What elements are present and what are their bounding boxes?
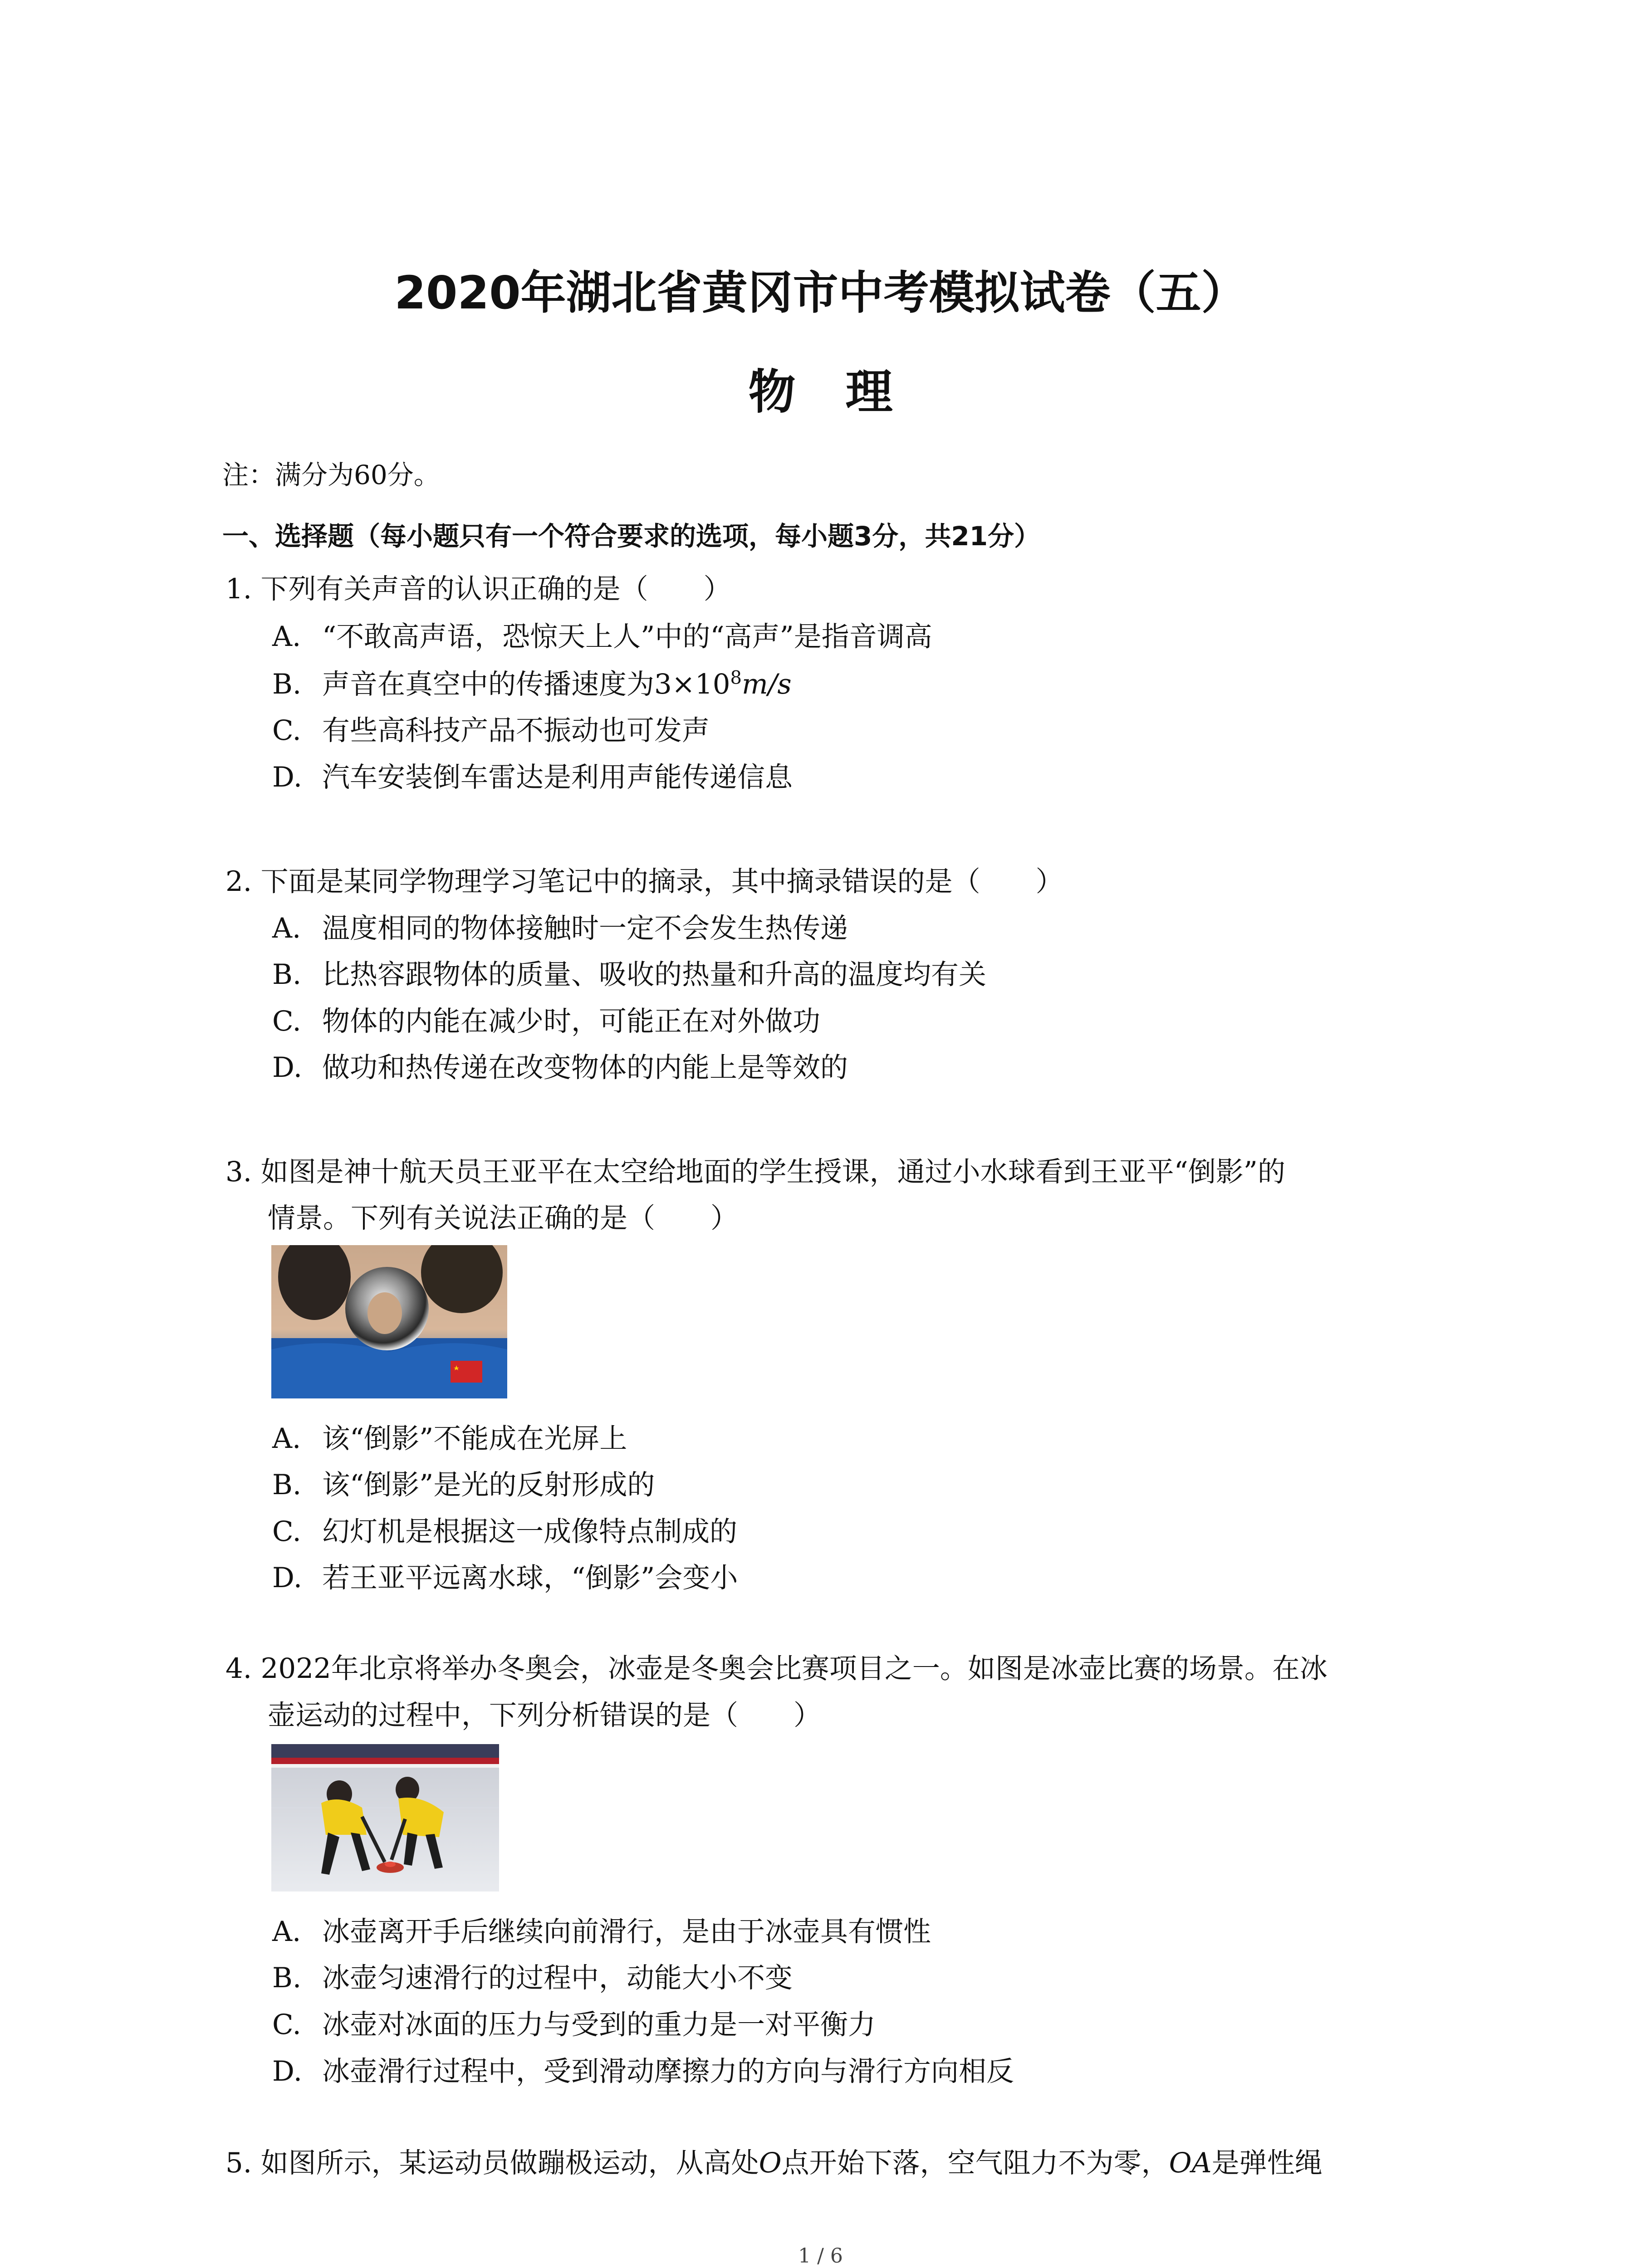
option-letter: C. <box>272 714 301 747</box>
option-text: “不敢高声语，恐惊天上人”中的“高声”是指音调高 <box>322 621 932 653</box>
question-4-option-c <box>272 2003 876 2042</box>
option-text: 冰壶滑行过程中，受到滑动摩擦力的方向与滑行方向相反 <box>322 2055 1014 2087</box>
question-2-option-c <box>272 999 820 1039</box>
option-text: 该“倒影”是光的反射形成的 <box>322 1469 655 1501</box>
question-4-stem-line-2: 壶运动的过程中，下列分析错误的是（ ） <box>268 1699 822 1731</box>
question-4-stem-line-1: 4. 2022年北京将举办冬奥会，冰壶是冬奥会比赛项目之一。如图是冰壶比赛的场景。在冰 <box>225 1652 1327 1685</box>
option-letter: C. <box>272 1515 301 1548</box>
option-text: 该“倒影”不能成在光屏上 <box>322 1422 627 1455</box>
stem-text: 是弹性绳 <box>1211 2147 1323 2179</box>
curling-photo <box>271 1744 499 1892</box>
option-letter: B. <box>272 668 302 700</box>
option-letter: C. <box>272 1005 301 1037</box>
question-1-option-b <box>272 662 792 702</box>
question-1-option-d <box>272 755 793 795</box>
option-letter: A. <box>272 621 301 653</box>
question-4-option-b <box>272 1956 793 1995</box>
option-text: 幻灯机是根据这一成像特点制成的 <box>322 1515 738 1548</box>
exam-title: 2020年湖北省黄冈市中考模拟试卷（五） <box>394 266 1247 319</box>
question-1-option-a <box>272 615 932 654</box>
astronaut-water-ball-photo <box>271 1245 507 1398</box>
option-text: 物体的内能在减少时，可能正在对外做功 <box>322 1005 821 1037</box>
option-text: 若王亚平远离水球，“倒影”会变小 <box>322 1562 738 1594</box>
option-letter: D. <box>272 2055 303 2087</box>
page-indicator: 1 / 6 <box>798 2244 843 2268</box>
question-3-option-b <box>272 1463 655 1502</box>
option-letter: A. <box>272 912 301 944</box>
question-3-option-a <box>272 1417 627 1456</box>
question-2-option-d <box>272 1046 848 1085</box>
subject-title: 物理 <box>748 364 943 420</box>
question-2-option-a <box>272 906 848 946</box>
question-1-option-c <box>272 709 710 748</box>
question-5-stem <box>225 2141 1323 2180</box>
point-label: O <box>759 2147 782 2179</box>
option-text: 有些高科技产品不振动也可发声 <box>322 714 710 747</box>
option-text: 汽车安装倒车雷达是利用声能传递信息 <box>322 761 793 793</box>
option-letter: D. <box>272 1562 303 1594</box>
question-3-option-c <box>272 1510 737 1549</box>
section-heading: 一、选择题（每小题只有一个符合要求的选项，每小题3分，共21分） <box>222 521 1041 552</box>
option-text: 声音在真空中的传播速度为3×10 <box>322 668 730 700</box>
question-3-stem-line-1: 3. 如图是神十航天员王亚平在太空给地面的学生授课，通过小水球看到王亚平“倒影”的 <box>225 1156 1285 1188</box>
option-text: 比热容跟物体的质量、吸收的热量和升高的温度均有关 <box>322 958 987 991</box>
option-letter: C. <box>272 2009 301 2041</box>
stem-text: 点开始下落，空气阻力不为零， <box>781 2147 1169 2179</box>
question-4-option-a <box>272 1910 931 1949</box>
option-text: 冰壶匀速滑行的过程中，动能大小不变 <box>322 1962 793 1994</box>
unit: m/s <box>742 668 792 700</box>
option-letter: A. <box>272 1422 301 1455</box>
stem-text: 5. 如图所示，某运动员做蹦极运动，从高处 <box>225 2147 759 2179</box>
question-4-option-d <box>272 2049 1014 2089</box>
option-text: 冰壶离开手后继续向前滑行，是由于冰壶具有惯性 <box>322 1916 931 1948</box>
option-text: 做功和热传递在改变物体的内能上是等效的 <box>322 1051 848 1084</box>
option-letter: B. <box>272 1469 302 1501</box>
question-2-option-b <box>272 953 986 992</box>
score-note: 注：满分为60分。 <box>222 459 440 490</box>
option-letter: A. <box>272 1916 301 1948</box>
exponent: 8 <box>730 667 742 689</box>
question-3-stem-line-2: 情景。下列有关说法正确的是（ ） <box>268 1202 739 1234</box>
question-3-option-d <box>272 1556 738 1595</box>
option-text: 冰壶对冰面的压力与受到的重力是一对平衡力 <box>322 2009 876 2041</box>
option-letter: D. <box>272 761 303 793</box>
segment-label: OA <box>1169 2147 1212 2179</box>
option-text: 温度相同的物体接触时一定不会发生热传递 <box>322 912 848 944</box>
question-1-stem: 1. 下列有关声音的认识正确的是（ ） <box>225 573 731 605</box>
option-letter: B. <box>272 1962 302 1994</box>
option-letter: B. <box>272 958 302 991</box>
question-2-stem: 2. 下面是某同学物理学习笔记中的摘录，其中摘录错误的是（ ） <box>225 865 1063 898</box>
option-letter: D. <box>272 1051 303 1084</box>
